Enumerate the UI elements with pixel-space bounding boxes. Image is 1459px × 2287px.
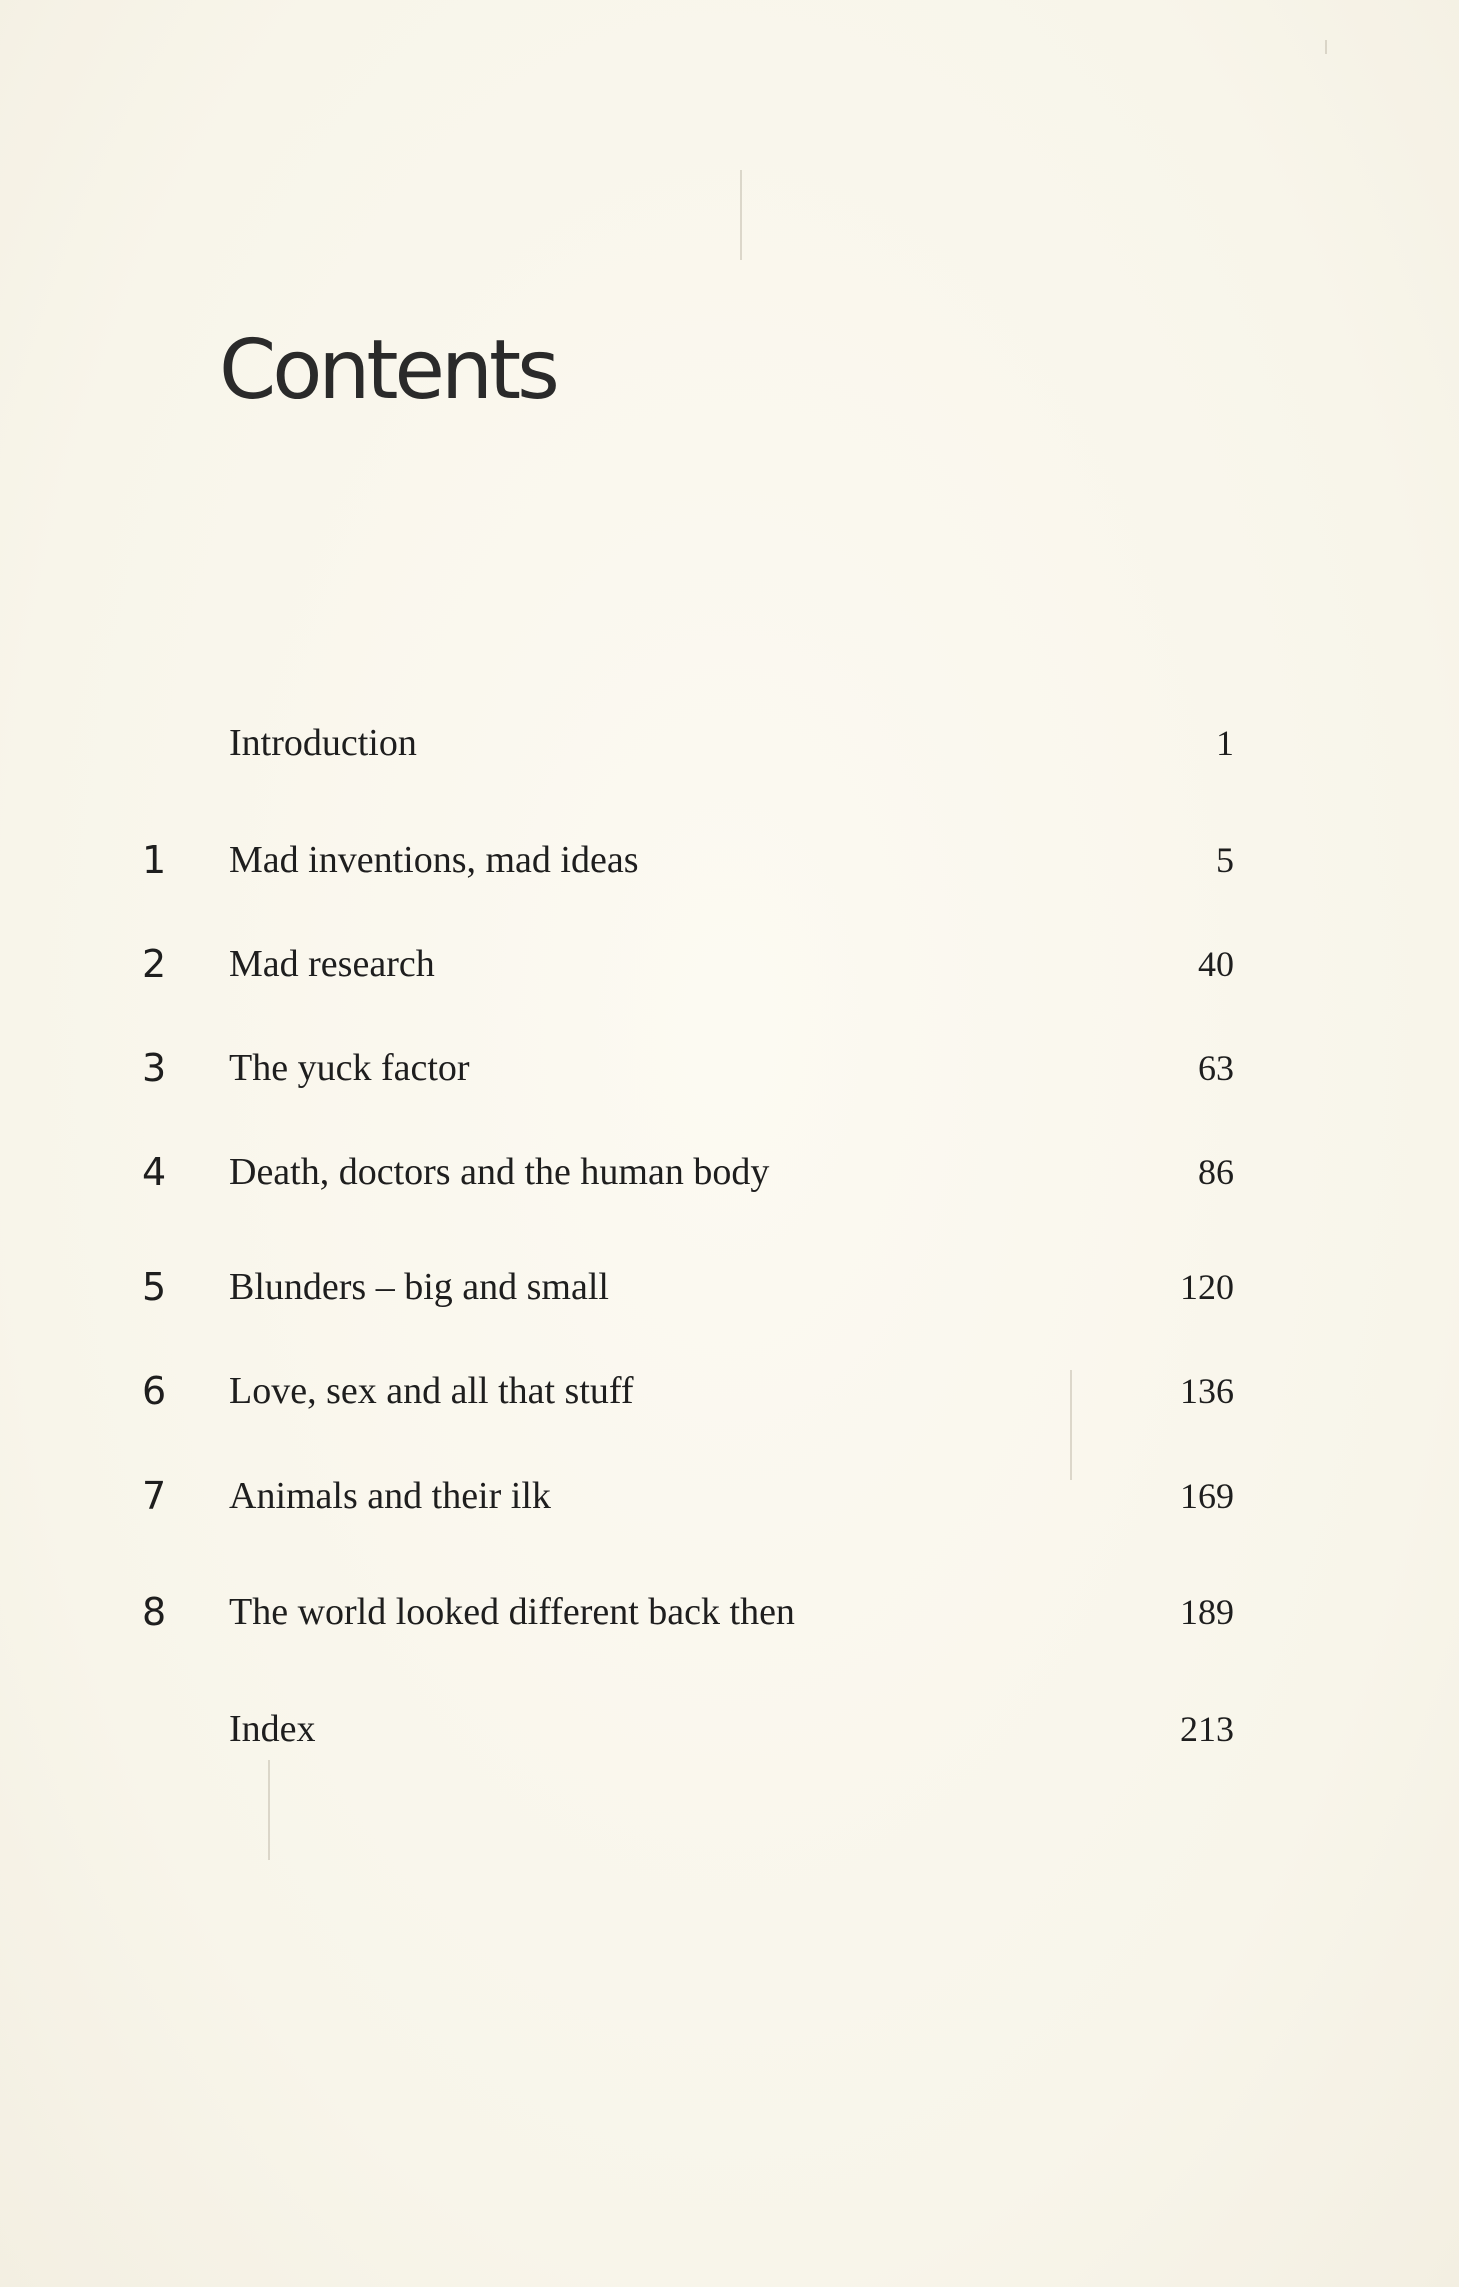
entry-title: The world looked different back then xyxy=(229,1591,795,1633)
toc-entry-index xyxy=(0,1699,1459,1759)
chapter-number: 8 xyxy=(142,1590,167,1634)
page-number: 40 xyxy=(1198,944,1234,984)
entry-title: Introduction xyxy=(229,722,417,764)
toc-entry-chapter-8 xyxy=(0,1582,1459,1642)
page-number: 136 xyxy=(1180,1371,1234,1411)
page-number: 189 xyxy=(1180,1592,1234,1632)
toc-entry-chapter-3 xyxy=(0,1038,1459,1098)
toc-entry-chapter-1 xyxy=(0,830,1459,890)
toc-entry-introduction xyxy=(0,713,1459,773)
entry-title: Animals and their ilk xyxy=(229,1475,551,1517)
entry-title: Love, sex and all that stuff xyxy=(229,1370,634,1412)
page-number: 213 xyxy=(1180,1709,1234,1749)
page-number: 169 xyxy=(1180,1476,1234,1516)
page-number: 86 xyxy=(1198,1152,1234,1192)
entry-title: Mad inventions, mad ideas xyxy=(229,839,639,881)
page-number: 5 xyxy=(1216,840,1234,880)
chapter-number: 5 xyxy=(142,1265,167,1309)
page-number: 120 xyxy=(1180,1267,1234,1307)
toc-entry-chapter-5 xyxy=(0,1257,1459,1317)
scan-artifact xyxy=(1325,40,1327,54)
toc-entry-chapter-7 xyxy=(0,1466,1459,1526)
chapter-number: 3 xyxy=(142,1046,167,1090)
entry-title: Blunders – big and small xyxy=(229,1266,609,1308)
chapter-number: 6 xyxy=(142,1369,167,1413)
chapter-number: 1 xyxy=(142,838,167,882)
page-title: Contents xyxy=(219,323,556,418)
scan-artifact xyxy=(1070,1370,1072,1480)
chapter-number: 7 xyxy=(142,1474,167,1518)
entry-title: Index xyxy=(229,1708,316,1750)
scan-artifact xyxy=(268,1760,270,1860)
page-number: 1 xyxy=(1216,723,1234,763)
toc-entry-chapter-2 xyxy=(0,934,1459,994)
toc-entry-chapter-4 xyxy=(0,1142,1459,1202)
chapter-number: 4 xyxy=(142,1150,167,1194)
entry-title: Mad research xyxy=(229,943,435,985)
scan-artifact xyxy=(740,170,742,260)
toc-entry-chapter-6 xyxy=(0,1361,1459,1421)
page-number: 63 xyxy=(1198,1048,1234,1088)
entry-title: Death, doctors and the human body xyxy=(229,1151,770,1193)
chapter-number: 2 xyxy=(142,942,167,986)
entry-title: The yuck factor xyxy=(229,1047,470,1089)
